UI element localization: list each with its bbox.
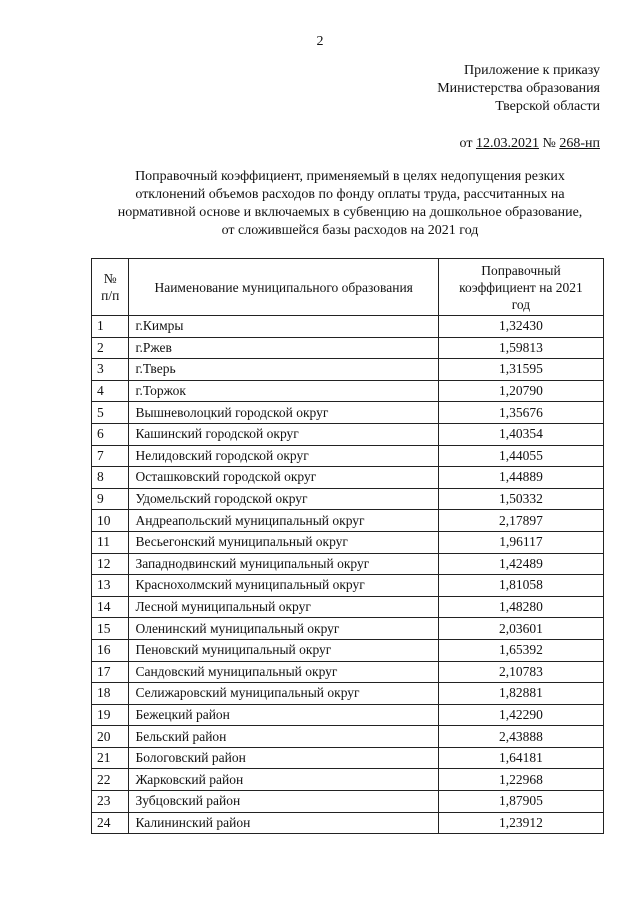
table-row <box>92 553 604 575</box>
row-coefficient: 2,17897 <box>438 510 603 532</box>
table-row <box>92 683 604 705</box>
order-date: 12.03.2021 <box>475 136 539 151</box>
order-prefix: от <box>459 136 476 151</box>
table-row <box>92 359 604 381</box>
row-coefficient: 1,65392 <box>438 639 603 661</box>
row-number: 8 <box>92 467 129 489</box>
row-name: г.Ржев <box>129 337 438 359</box>
row-number: 6 <box>92 423 129 445</box>
row-coefficient: 1,35676 <box>438 402 603 424</box>
row-coefficient: 1,40354 <box>438 423 603 445</box>
row-number: 17 <box>92 661 129 683</box>
table-row <box>92 488 604 510</box>
row-coefficient: 1,32430 <box>438 316 603 338</box>
row-coefficient: 1,22968 <box>438 769 603 791</box>
order-reference <box>460 136 600 152</box>
row-name: Оленинский муниципальный округ <box>129 618 438 640</box>
header-number <box>92 259 129 316</box>
row-name: Бельский район <box>129 726 438 748</box>
table-row <box>92 467 604 489</box>
row-number: 14 <box>92 596 129 618</box>
table-header-row <box>92 259 604 316</box>
table-row <box>92 769 604 791</box>
row-name: Удомельский городской округ <box>129 488 438 510</box>
row-number: 24 <box>92 812 129 834</box>
row-number: 19 <box>92 704 129 726</box>
row-number: 15 <box>92 618 129 640</box>
row-name: Вышневолоцкий городской округ <box>129 402 438 424</box>
table-row <box>92 812 604 834</box>
row-coefficient: 1,50332 <box>438 488 603 510</box>
row-coefficient: 1,44889 <box>438 467 603 489</box>
row-coefficient: 1,20790 <box>438 380 603 402</box>
row-name: Калининский район <box>129 812 438 834</box>
appendix-line: Приложение к приказу <box>464 63 600 78</box>
row-name: Сандовский муниципальный округ <box>129 661 438 683</box>
table-row <box>92 445 604 467</box>
table-row <box>92 337 604 359</box>
row-number: 2 <box>92 337 129 359</box>
row-coefficient: 1,23912 <box>438 812 603 834</box>
header-number-line: п/п <box>101 288 120 303</box>
header-number-line: № <box>103 271 117 286</box>
table-row <box>92 618 604 640</box>
row-number: 18 <box>92 683 129 705</box>
row-number: 12 <box>92 553 129 575</box>
table-row <box>92 402 604 424</box>
row-name: г.Кимры <box>129 316 438 338</box>
row-coefficient: 1,48280 <box>438 596 603 618</box>
row-number: 1 <box>92 316 129 338</box>
row-number: 7 <box>92 445 129 467</box>
table-row <box>92 596 604 618</box>
table-row <box>92 661 604 683</box>
table-row <box>92 791 604 813</box>
table-row <box>92 704 604 726</box>
table-body <box>92 316 604 834</box>
row-coefficient: 2,03601 <box>438 618 603 640</box>
row-name: Пеновский муниципальный округ <box>129 639 438 661</box>
header-coef-line: Поправочный <box>481 262 561 278</box>
row-coefficient: 1,59813 <box>438 337 603 359</box>
row-number: 13 <box>92 575 129 597</box>
row-coefficient: 1,42489 <box>438 553 603 575</box>
row-number: 23 <box>92 791 129 813</box>
row-number: 16 <box>92 639 129 661</box>
row-number: 5 <box>92 402 129 424</box>
row-name: Зубцовский район <box>129 791 438 813</box>
table-row <box>92 531 604 553</box>
row-number: 11 <box>92 531 129 553</box>
row-coefficient: 1,96117 <box>438 531 603 553</box>
row-number: 21 <box>92 747 129 769</box>
row-coefficient: 1,64181 <box>438 747 603 769</box>
appendix-line: Тверской области <box>495 99 600 114</box>
row-name: Весьегонский муниципальный округ <box>129 531 438 553</box>
table-row <box>92 380 604 402</box>
row-name: г.Торжок <box>129 380 438 402</box>
row-number: 9 <box>92 488 129 510</box>
appendix-block <box>437 62 600 116</box>
row-number: 22 <box>92 769 129 791</box>
row-name: Кашинский городской округ <box>129 423 438 445</box>
heading-line: отклонений объемов расходов по фонду оплаты труда, рассчитанных на <box>135 187 565 202</box>
row-name: г.Тверь <box>129 359 438 381</box>
row-coefficient: 1,42290 <box>438 704 603 726</box>
table-row <box>92 510 604 532</box>
order-number: 268-нп <box>559 136 600 151</box>
row-name: Бежецкий район <box>129 704 438 726</box>
row-coefficient: 1,44055 <box>438 445 603 467</box>
row-name: Западнодвинский муниципальный округ <box>129 553 438 575</box>
row-name: Лесной муниципальный округ <box>129 596 438 618</box>
heading-line: нормативной основе и включаемых в субвенцию на дошкольное образование, <box>117 205 583 220</box>
header-name <box>129 259 438 316</box>
row-coefficient: 1,31595 <box>438 359 603 381</box>
row-coefficient: 1,82881 <box>438 683 603 705</box>
header-coefficient <box>438 259 603 316</box>
row-coefficient: 2,43888 <box>438 726 603 748</box>
header-coef-line: год <box>511 296 531 312</box>
header-name-text: Наименование муниципального образования <box>154 279 413 295</box>
row-coefficient: 1,81058 <box>438 575 603 597</box>
row-name: Селижаровский муниципальный округ <box>129 683 438 705</box>
table-row <box>92 639 604 661</box>
row-name: Андреапольский муниципальный округ <box>129 510 438 532</box>
table-row <box>92 423 604 445</box>
table-row <box>92 726 604 748</box>
row-number: 20 <box>92 726 129 748</box>
table-row <box>92 316 604 338</box>
appendix-line: Министерства образования <box>437 81 600 96</box>
heading-line: от сложившейся базы расходов на 2021 год <box>221 223 479 238</box>
header-coef-line: коэффициент на 2021 <box>459 279 583 295</box>
row-number: 10 <box>92 510 129 532</box>
row-name: Осташковский городской округ <box>129 467 438 489</box>
row-name: Нелидовский городской округ <box>129 445 438 467</box>
row-coefficient: 2,10783 <box>438 661 603 683</box>
table-row <box>92 575 604 597</box>
row-number: 3 <box>92 359 129 381</box>
row-name: Бологовский район <box>129 747 438 769</box>
row-coefficient: 1,87905 <box>438 791 603 813</box>
row-name: Жарковский район <box>129 769 438 791</box>
heading-line: Поправочный коэффициент, применяемый в целях недопущения резких <box>135 169 565 184</box>
document-heading <box>95 168 605 240</box>
row-number: 4 <box>92 380 129 402</box>
coefficient-table <box>91 258 604 834</box>
order-number-sign: № <box>538 136 560 151</box>
row-name: Краснохолмский муниципальный округ <box>129 575 438 597</box>
page-number: 2 <box>316 34 324 49</box>
table-row <box>92 747 604 769</box>
